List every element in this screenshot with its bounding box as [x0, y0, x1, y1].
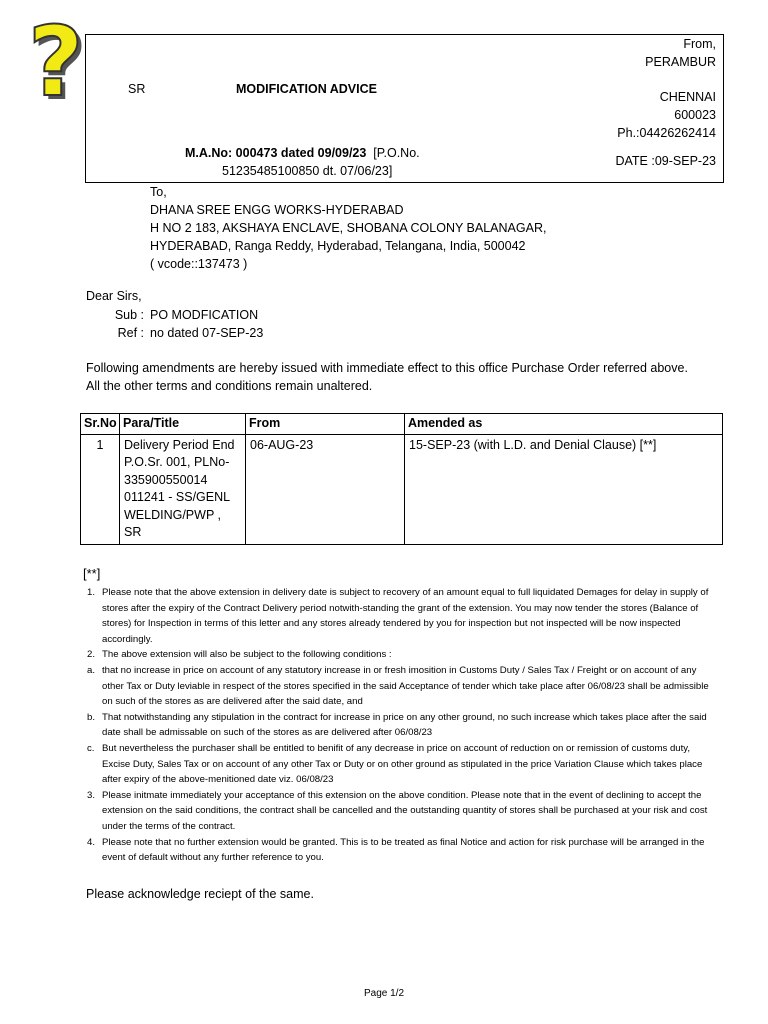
column-header-title: Para/Title [120, 414, 246, 435]
note-text: Please note that the above extension in delivery date is subject to recovery of an amount equal to full liquidated Demages for delay in supply of stores after the expiry of the Contract Delivery period notwith-standing the grant of the extension. You may now tender the stores (Balance of stores) for Inspection in terms of this letter and any stores already tendered by you for inspection but not inspected will be now inspected accordingly. [102, 587, 709, 645]
note-mark: 3. [87, 789, 96, 801]
note-mark: c. [87, 742, 95, 754]
note-mark: b. [87, 711, 96, 723]
note-mark: 2. [87, 649, 96, 661]
vendor-code: ( vcode::137473 ) [150, 257, 248, 271]
po-reference: [P.O.No. [373, 146, 420, 160]
salutation: Dear Sirs, [86, 289, 142, 303]
note-text: Please initmate immediately your acceptance of this extension on the above condition. Please note that in the event of declining to accept the extension on the said conditions, the contract shall be cancelled and the outstanding quantity of stores shall be purchased at your risk and cost under the terms of the contract. [102, 789, 708, 832]
note-item [87, 788, 717, 835]
recipient-address [150, 183, 546, 273]
notes-list [87, 585, 717, 866]
reference-value: no dated 07-SEP-23 [150, 326, 264, 340]
from-line: 600023 [674, 108, 716, 122]
note-text: The above extension will also be subject to the following conditions : [102, 649, 392, 661]
reference-key: Ref : [117, 326, 144, 340]
cell-title: Delivery Period End P.O.Sr. 001, PLNo-335900550014 011241 - SS/GENL WELDING/PWP , SR [120, 434, 246, 544]
column-header-from: From [246, 414, 405, 435]
page-number: Page 1/2 [363, 988, 405, 999]
from-line: PERAMBUR [645, 55, 716, 69]
cell-srno: 1 [81, 434, 120, 544]
phone-number: Ph.:04426262414 [617, 126, 716, 140]
document-date: DATE :09-SEP-23 [615, 154, 716, 168]
intro-line: All the other terms and conditions remain unaltered. [86, 378, 373, 393]
notes-marker: [**] [83, 566, 101, 581]
reference-line [84, 324, 263, 342]
note-text: that no increase in price on account of any statutory increase in or fresh imosition in Customs Duty / Sales Tax / Freight or on account of any other Tax or Duty leviable in respect of the stores specified in the said Acceptance of tender which take place after 06/08/23 shall be admissible on such of the stores as are delivered after the said date, and [102, 664, 709, 708]
ma-number [185, 145, 420, 163]
column-header-amended: Amended as [405, 414, 723, 435]
to-label: To, [150, 185, 167, 199]
address-line: DHANA SREE ENGG WORKS-HYDERABAD [150, 203, 404, 217]
address-line: H NO 2 183, AKSHAYA ENCLAVE, SHOBANA COLONY BALANAGAR, [150, 221, 547, 235]
from-label: From, [683, 37, 716, 51]
note-text: Please note that no further extension would be granted. This is to be treated as final Notice and action for risk purchase will be arranged in the event of default without any further reference to you. [102, 836, 705, 864]
note-text: But nevertheless the purchaser shall be entitled to benifit of any decrease in price on account of reduction on or remission of customs duty, Excise Duty, Sales Tax or on account of any other Tax or Duty or on other ground as stipulated in the price Variation Clause which takes place after expiry of the above-menitioned date viz. 06/08/23 [102, 742, 703, 786]
po-reference-number: 51235485100850 dt. 07/06/23] [222, 164, 393, 178]
column-header-srno: Sr.No [81, 414, 120, 435]
note-item [87, 647, 717, 663]
cell-amended: 15-SEP-23 (with L.D. and Denial Clause) [**] [405, 434, 723, 544]
intro-paragraph [86, 360, 726, 395]
note-item [87, 663, 717, 710]
document-title: MODIFICATION ADVICE [236, 82, 377, 96]
ma-number-text: M.A.No: 000473 dated 09/09/23 [185, 146, 367, 160]
note-item [87, 585, 717, 647]
note-item [87, 835, 717, 866]
note-mark: 1. [87, 587, 96, 598]
note-item [87, 741, 717, 788]
table-header-row [81, 414, 723, 435]
subject-value: PO MODFICATION [150, 308, 259, 322]
subject-line [84, 306, 258, 324]
amendment-table [80, 413, 723, 545]
closing-line: Please acknowledge reciept of the same. [86, 887, 314, 901]
question-mark-badge: ? [28, 6, 84, 118]
cell-from: 06-AUG-23 [246, 434, 405, 544]
from-line: CHENNAI [659, 90, 716, 104]
office-code: SR [128, 82, 146, 96]
address-line: HYDERABAD, Ranga Reddy, Hyderabad, Telangana, India, 500042 [150, 239, 526, 253]
note-mark: 4. [87, 836, 96, 848]
table-row [81, 434, 723, 544]
note-mark: a. [87, 664, 96, 676]
intro-line: Following amendments are hereby issued with immediate effect to this office Purchase Order referred above. [86, 361, 688, 375]
note-item [87, 710, 717, 741]
note-text: That notwithstanding any stipulation in the contract for increase in price on any other ground, no such increase which takes place after the said date shall be admissable on such of the stores as are delivered after 06/08/23 [102, 711, 707, 739]
subject-key: Sub : [114, 308, 144, 322]
